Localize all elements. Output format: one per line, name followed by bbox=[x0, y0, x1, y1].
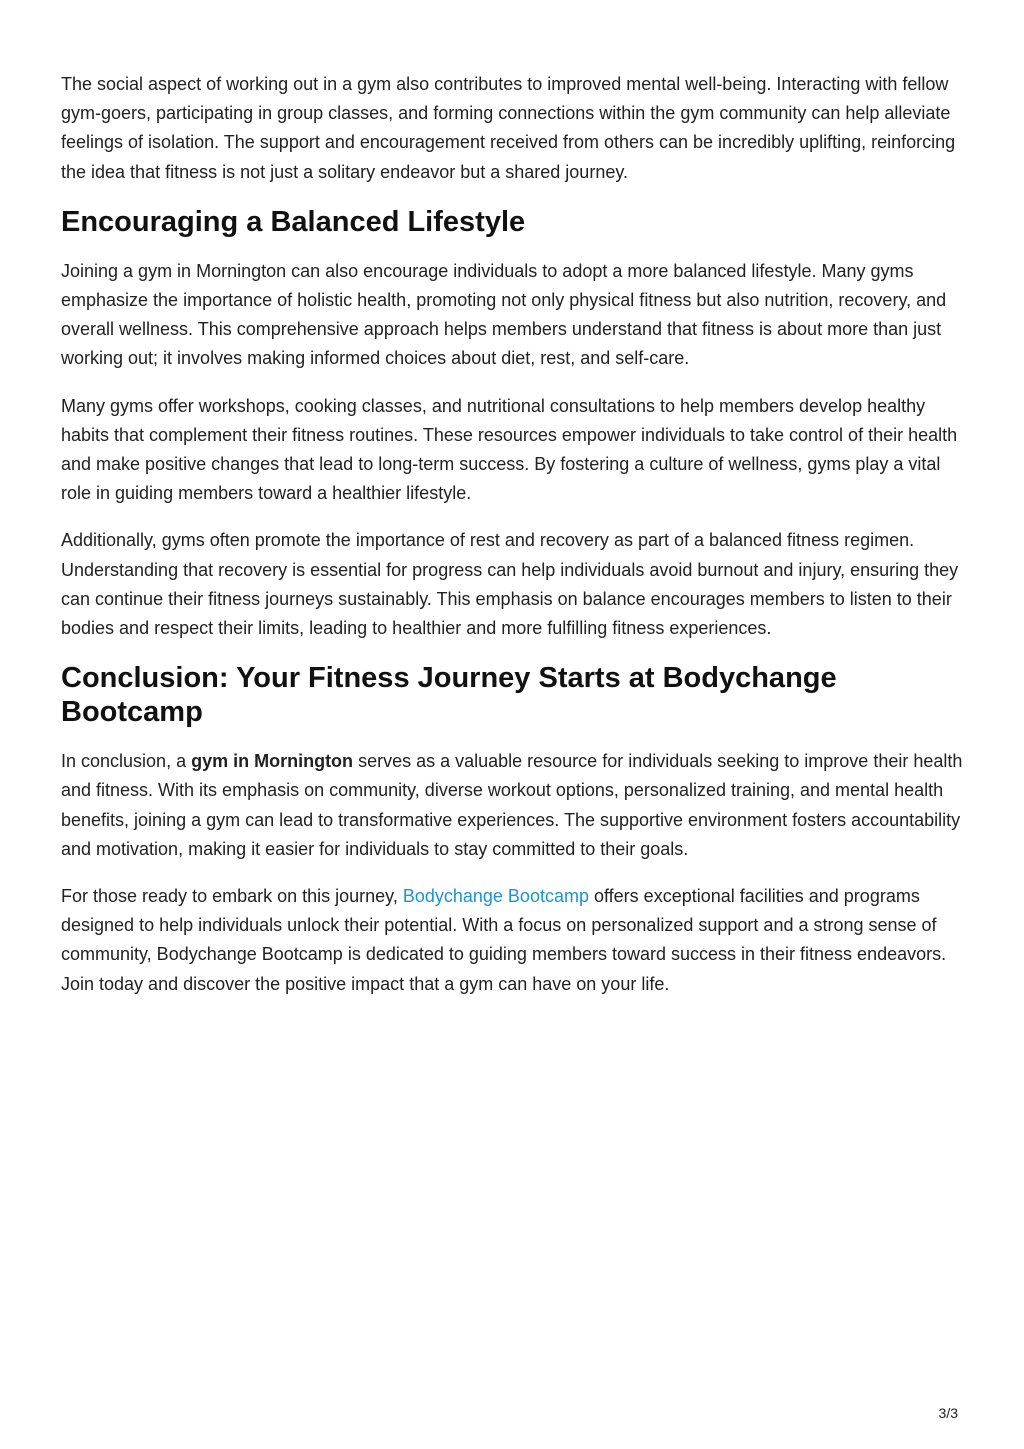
document-page bbox=[61, 70, 963, 1017]
conclusion-heading: Conclusion: Your Fitness Journey Starts at Bodychange Bootcamp bbox=[61, 662, 837, 729]
gym-in-mornington-bold: gym in Mornington bbox=[191, 751, 354, 772]
conclusion-p1-text-before: In conclusion, a bbox=[61, 751, 192, 772]
balanced-paragraph-2: Many gyms offer workshops, cooking classes, and nutritional consultations to help members develop healthy habits that complement their fitness routines. These resources empower individuals to take control of their health and make positive changes that lead to long-term success. By fostering a culture of wellness, gyms play a vital role in guiding members toward a healthier lifestyle. bbox=[61, 395, 958, 504]
page-number: 3/3 bbox=[938, 1405, 958, 1421]
conclusion-paragraph-1 bbox=[61, 747, 963, 864]
balanced-paragraph-3: Additionally, gyms often promote the importance of rest and recovery as part of a balanced fitness regimen. Understanding that recovery is essential for progress can help individuals avoid burnout and injury, ensuring they can continue their fitness journeys sustainably. This emphasis on balance encourages members to listen to their bodies and respect their limits, leading to healthier and more fulfilling fitness experiences. bbox=[61, 530, 959, 639]
conclusion-p1-text-after: serves as a valuable resource for individuals seeking to improve their health and fitness. With its emphasis on community, diverse workout options, personalized training, and mental health benefits, joining a gym can lead to transformative experiences. The supportive environment fosters accountability and motivation, making it easier for individuals to stay committed to their goals. bbox=[61, 751, 963, 859]
conclusion-paragraph-2 bbox=[61, 882, 963, 999]
conclusion-p2-text-after: offers exceptional facilities and programs designed to help individuals unlock their potential. With a focus on personalized support and a strong sense of community, Bodychange Bootcamp is dedicated to guiding members toward success in their fitness endeavors. Join today and discover the positive impact that a gym can have on your life. bbox=[61, 886, 947, 994]
balanced-lifestyle-heading: Encouraging a Balanced Lifestyle bbox=[61, 205, 526, 238]
bodychange-bootcamp-link[interactable]: Bodychange Bootcamp bbox=[402, 886, 589, 907]
intro-paragraph: The social aspect of working out in a gym also contributes to improved mental well-being. Interacting with fellow gym-goers, participating in group classes, and forming connections within the gym community can help alleviate feelings of isolation. The support and encouragement received from others can be incredibly uplifting, reinforcing the idea that fitness is not just a solitary endeavor but a shared journey. bbox=[61, 74, 956, 182]
conclusion-p2-text-before: For those ready to embark on this journey, bbox=[61, 886, 403, 907]
balanced-paragraph-1: Joining a gym in Mornington can also encourage individuals to adopt a more balanced lifestyle. Many gyms emphasize the importance of holistic health, promoting not only physical fitness but also nutrition, recovery, and overall wellness. This comprehensive approach helps members understand that fitness is about more than just working out; it involves making informed choices about diet, rest, and self-care. bbox=[61, 260, 947, 369]
